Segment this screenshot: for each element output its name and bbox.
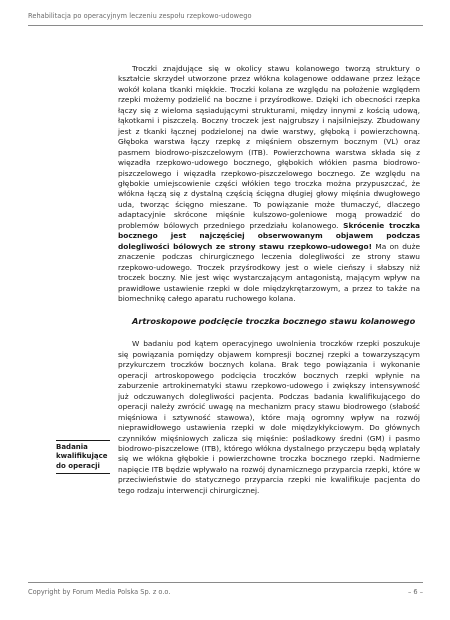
margin-note-line-1: Badania [56,443,88,451]
margin-note [56,440,110,474]
header-divider [28,25,423,26]
margin-note-line-2: kwalifikujące [56,452,108,461]
footer-copyright: Copyright by Forum Media Polska Sp. z o.o. [28,588,171,596]
margin-note-line-3: do operacji [56,461,100,470]
margin-note-box [56,440,110,474]
paragraph-retinacula [118,64,420,304]
running-header: Rehabilitacja po operacyjnym leczeniu zespołu rzepkowo-udowego [28,12,252,20]
paragraph-qualification: W badaniu pod kątem operacyjnego uwolnienia troczków rzepki poszukuje się powiązania pomiędzy objawem kompresji bocznej rzepki a towarzyszącym przykurczem troczków bocznych kolana. Brak tego powiązania i wykonanie operacji artroskopowego podcięcia troczków bocznych rzepki wpłynie na zaburzenie artrokinematyki stawu rzepkowo-udowego i zwiększy intensywność już odczuwanych dolegliwości pacjenta. Podczas badania kwalifikującego do operacji należy zwrócić uwagę na mechanizm pracy stawu biodrowego (słabość mięśniowa i sztywność stawowa), które mają ogromny wpływ na rozwój nieprawidłowego ustawienia rzepki w dole międzykłykciowym. Do głównych czynników mięśniowych zalicza się mięśnie: pośladkowy średni (GM) i pasmo biodrowo-piszczelowe (ITB), którego włókna dystalnego przyczepu będą wplatały się we włókna głębokie i powierzchowne troczka bocznego rzepki. Nadmierne napięcie ITB będzie wpływało na rozwój dynamicznego przyparcia rzepki, które w przeciwieństwie do statycznego przyparcia rzepki nie kwalifikuje pacjenta do tego rodzaju interwencji chirurgicznej. [118,339,420,495]
section-heading-arthroscopic-release: Artroskopowe podcięcie troczka bocznego stawu kolanowego [132,316,416,327]
footer-divider [28,582,423,583]
main-text-column [118,64,420,496]
emphasis-lateral-retinaculum: Skrócenie troczka bocznego jest najczęściej obserwowanym objawem podczas dolegliwości bólowych ze strony stawu rzepkowo-udowego! [118,220,420,251]
paragraph-retinacula-continued: Ma on duże znaczenie podczas chirurgicznego leczenia dolegliwości ze strony stawu rzepkowo-udowego. Troczek przyśrodkowy jest o wiele cieńszy i słabszy niż troczek boczny. Nie jest więc wystarczającym antagonistą, mającym wpływ na prawidłowe ustawienie rzepki w dole międzykrętarzowym, a przez to także na biomechnikę całego aparatu ruchowego kolana. [118,241,420,303]
page-number: – 6 – [408,588,423,596]
paragraph-retinacula-text: Troczki znajdujące się w okolicy stawu kolanowego tworzą struktury o kształcie skrzydeł utworzone przez włókna kolagenowe oddawane przez leżące wokół kolana tkanki miękkie. Troczki kolana ze względu na położenie względem rzepki możemy podzielić na boczne i przyśrodkowe. Dzięki ich obecności rzepka łączy się z wieloma sąsiadującymi strukturami, między innymi z kością udową, łąkotkami i piszczelą. Boczny troczek jest najgrubszy i najsilniejszy. Zbudowany jest z tkanki łącznej podzielonej na dwie warstwy, głęboką i powierzchowną. Głęboka warstwa łączy rzepkę z mięśniem obszernym bocznym (VL) oraz pasmem biodrowo-piszczelowym (ITB). Powierzchowna warstwa składa się z więzadła rzepkowo-udowego bocznego, głębokich włókien pasma biodrowo-piszczelowego i więzadła rzepkowo-piszczelowego bocznego. Ze względu na głębokie umiejscowienie części włókien tego troczka można przypuszczać, że włókna łączą się z dystalną częścią ścięgna długiej głowy mięśnia dwugłowego uda, tworząc ścięgno mieszane. To powiązanie może tłumaczyć, dlaczego adaptacyjnie skrócone mięśnie kulszowo-goleniowe mogą prowadzić do problemów bólowych przedniego przedziału kolanowego. [118,64,420,230]
